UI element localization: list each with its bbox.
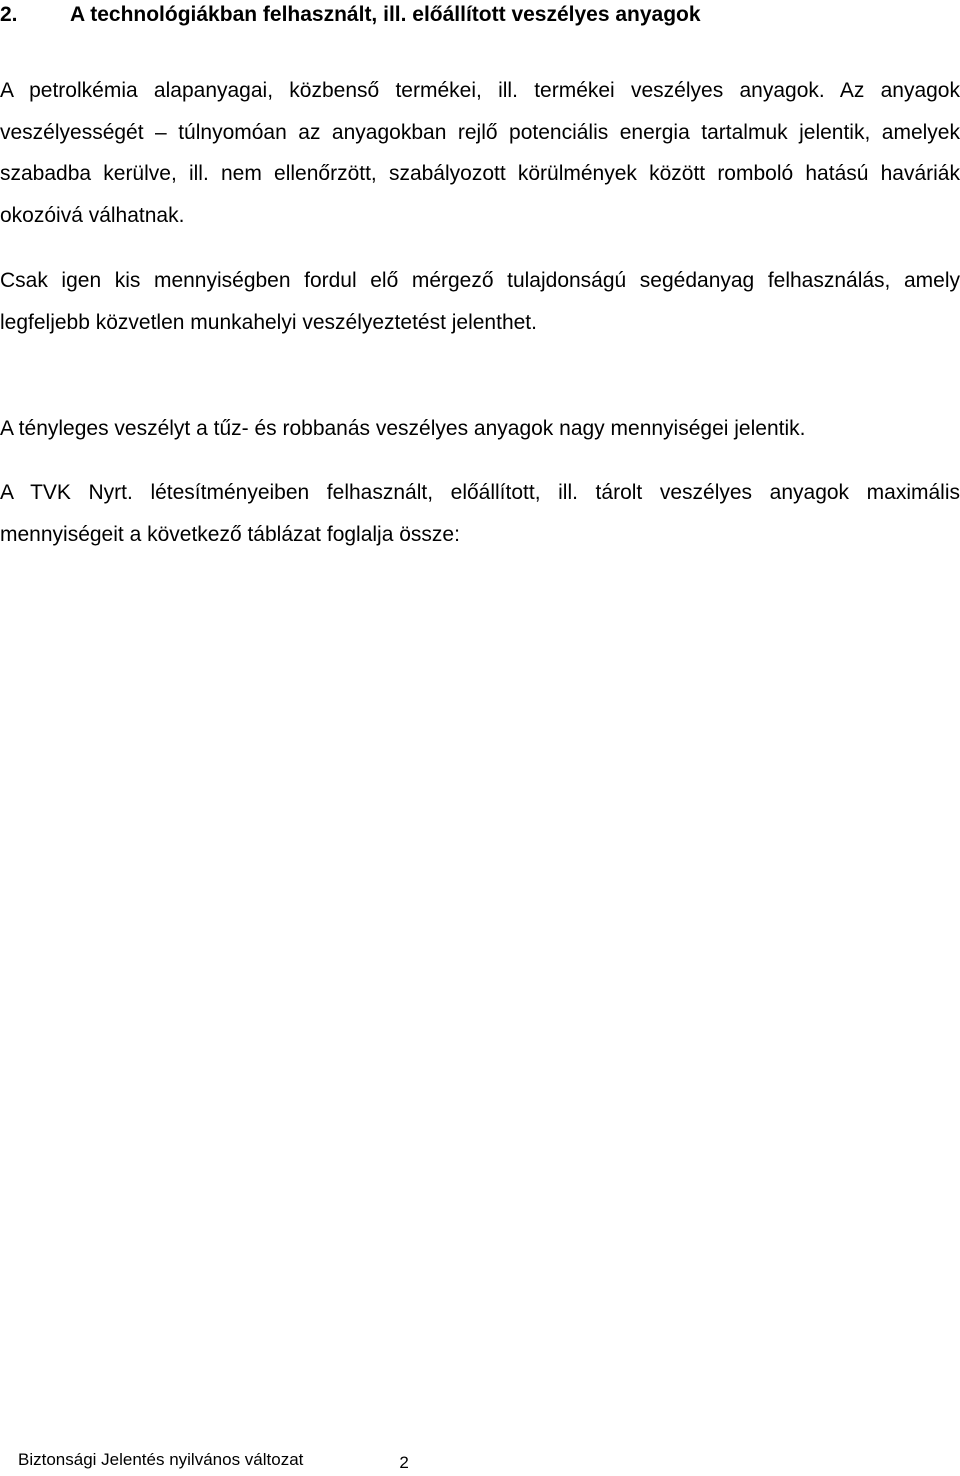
section-title: A technológiákban felhasznált, ill. előállított veszélyes anyagok [70, 3, 701, 26]
paragraph-toxic: Csak igen kis mennyiségben fordul elő mérgező tulajdonságú segédanyag felhasználás, amely legfeljebb közvetlen munkahelyi veszélyeztetést jelenthet. [0, 269, 960, 334]
paragraph-table-intro: A TVK Nyrt. létesítményeiben felhasznált, előállított, ill. tárolt veszélyes anyagok maximális mennyiségeit a következő táblázat foglalja össze: [0, 481, 960, 546]
section-heading [0, 0, 960, 30]
page-footer [18, 1447, 409, 1473]
paragraph-intro: A petrolkémia alapanyagai, közbenső termékei, ill. termékei veszélyes anyagok. Az anyagok veszélyességét – túlnyomóan az anyagokban rejlő potenciális energia tartalmuk jelentik, amelyek szabadba kerülve, ill. nem ellenőrzött, szabályozott körülmények között romboló hatású haváriák okozóivá válhatnak. [0, 79, 960, 227]
section-number: 2. [0, 3, 18, 26]
footer-label: Biztonsági Jelentés nyilvános változat [18, 1450, 304, 1469]
paragraph-real-danger: A tényleges veszélyt a tűz- és robbanás veszélyes anyagok nagy mennyiségei jelentik. [0, 417, 806, 440]
page-number: 2 [399, 1453, 409, 1472]
